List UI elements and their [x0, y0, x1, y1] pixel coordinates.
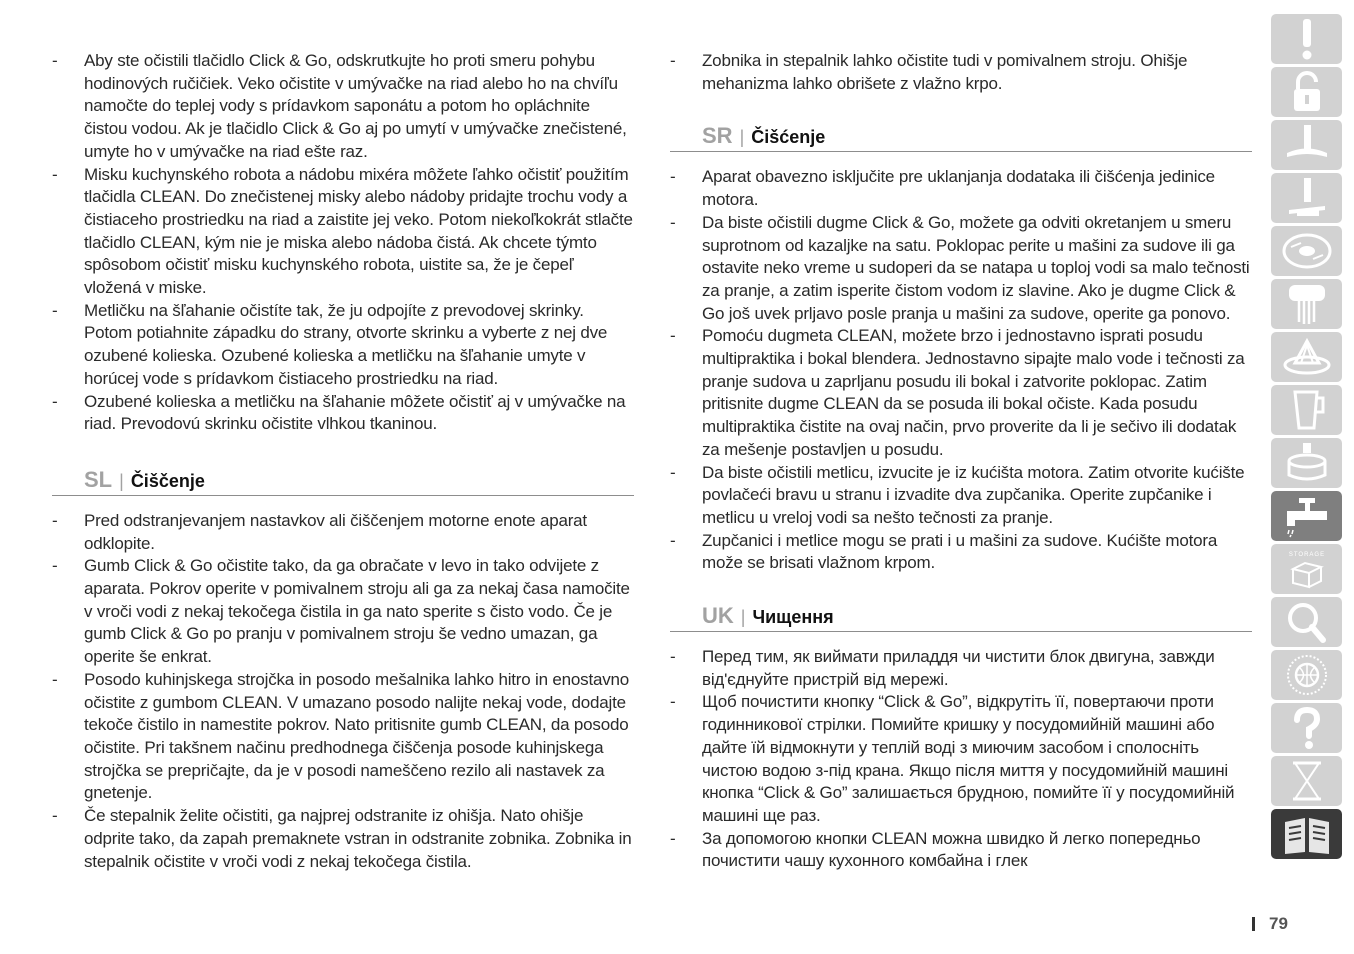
tab-safety[interactable] — [1271, 67, 1342, 117]
tap-icon — [1281, 494, 1333, 538]
tab-whisk[interactable] — [1271, 279, 1342, 329]
language-code: SR — [702, 123, 733, 149]
list-item: - Gumb Click & Go očistite tako, da ga obračate v levo in tako odvijete z aparata. Pokrov operite v pomivalnem stroju ali ga za nekaj časa namočite v vroči vodi z nekaj tekočega čistila in ga nato sperite s čisto vodo. Če je gumb Click & Go po pranju v pomivalnem stroju še vedno umazan, ga operite še enkrat. — [52, 555, 634, 669]
tab-important[interactable] — [1271, 14, 1342, 64]
left-column — [52, 50, 634, 873]
list-item: - Aparat obavezno isključite pre uklanjanja dodataka ili čišćenja jedinice motora. — [670, 166, 1252, 211]
hourglass-icon — [1281, 759, 1333, 803]
svg-text:STORAGE: STORAGE — [1288, 552, 1325, 558]
list-item: - Pred odstranjevanjem nastavkov ali čiščenjem motorne enote aparat odklopite. — [52, 510, 634, 555]
page-number-marker — [1252, 917, 1255, 931]
exclamation-icon — [1281, 17, 1333, 61]
list-item: - За допомогою кнопки CLEAN можна швидко й легко попередньо почистити чашу кухонного комбайна і глек — [670, 828, 1252, 873]
storage-icon — [1281, 547, 1333, 591]
tab-troubleshooting-search[interactable] — [1271, 597, 1342, 647]
list-item: - Zobnika in stepalnik lahko očistite tudi v pomivalnem stroju. Ohišje mehanizma lahko obrišete z vlažno krpo. — [670, 50, 1252, 95]
section-title: Чищення — [752, 607, 834, 628]
language-code: SL — [84, 466, 113, 492]
tab-blender[interactable] — [1271, 385, 1342, 435]
disc-icon — [1281, 229, 1333, 273]
uk-cleaning-list — [670, 646, 1252, 873]
list-item: - Če stepalnik želite očistiti, ga najprej odstranite iz ohišja. Nato ohišje odprite tako, da zapah premaknete vstran in odstranite zobnika. Zobnika in stepalnik očistite v vroči vodi z nekaj tekočega čistila. — [52, 805, 634, 873]
list-item: - Zupčanici i metlice mogu se prati i u mašini za sudove. Kućište motora može se brisati vlažnom krpom. — [670, 530, 1252, 575]
section-heading-sl — [52, 463, 634, 496]
sr-cleaning-list — [670, 166, 1252, 575]
list-item: - Metličku na šľahanie očistíte tak, že ju odpojíte z prevodovej skrinky. Potom potiahnite západku do strany, otvorte skrinku a vyberte z nej dve ozubené kolieska. Ozubené kolieska a metličku na šľahanie umyte v horúcej vode s prídavkom čistiaceho prostriedku na riad. — [52, 300, 634, 391]
food-processor-icon — [1281, 441, 1333, 485]
section-title: Čiščenje — [130, 470, 205, 491]
tab-cleaning[interactable] — [1271, 491, 1342, 541]
tab-guarantee[interactable] — [1271, 650, 1342, 700]
tab-food-processor[interactable] — [1271, 438, 1342, 488]
blade-icon — [1281, 123, 1333, 167]
list-item: - Posodo kuhinjskega strojčka in posodo mešalnika lahko hitro in enostavno očistite z gumbom CLEAN. V umazano posodo nalijte nekaj vode, dodajte tekoče čistilo in namestite pokrov. Nato pritisnite gumb CLEAN, da posodo očistite. Pri takšnem načinu predhodnega čiščenja posode kuhinjskega strojčka se prepričajte, da je v posodi nameščeno rezilo ali nastavek za gnetenje. — [52, 669, 634, 805]
tab-storage[interactable] — [1271, 544, 1342, 594]
section-heading-uk — [670, 599, 1252, 632]
tab-blade[interactable] — [1271, 120, 1342, 170]
page-number-text: 79 — [1269, 914, 1288, 933]
magnifier-icon — [1281, 600, 1333, 644]
tab-environment[interactable] — [1271, 756, 1342, 806]
heading-separator: | — [119, 470, 124, 491]
padlock-icon — [1281, 70, 1333, 114]
globe-icon — [1281, 653, 1333, 697]
sl-cleaning-list — [52, 510, 634, 873]
right-column — [670, 50, 1252, 873]
list-item: - Da biste očistili dugme Click & Go, možete ga odviti okretanjem u smeru suprotnom od kazaljke na satu. Poklopac perite u mašini za sudove ili ga ostavite neko vreme u sudoperi da se natapa u toploj vodi sa malo tečnosti za pranje, a zatim isperite čistom vodom iz slavine. Ako je dugme Click & Go još uvek prljavo posle pranja u mašini za sudove, operite ga ponovo. — [670, 212, 1252, 326]
tab-kneading[interactable] — [1271, 173, 1342, 223]
tab-manual[interactable] — [1271, 809, 1342, 859]
sk-cleaning-list — [52, 50, 634, 436]
chapter-tabs — [1271, 14, 1342, 862]
list-item: - Pomoću dugmeta CLEAN, možete brzo i jednostavno isprati posudu multipraktika i bokal blendera. Jednostavno sipajte malo vode i tečnosti za pranje sudova u zaprljanu posudu ili bokal i zatvorite poklopac. Zatim pritisnite dugme CLEAN da se posuda ili bokal očiste. Kada posudu multipraktika čistite na ovaj način, prvo proverite da li je sečivo ili dodatak za mešenje postavljen u posudu. — [670, 325, 1252, 461]
book-icon — [1281, 812, 1333, 856]
list-item: - Aby ste očistili tlačidlo Click & Go, odskrutkujte ho proti smeru pohybu hodinových ručičiek. Veko očistite v umývačke na riad alebo ho na chvíľu namočte do teplej vody s prídavkom saponátu a potom ho opláchnite čistou vodou. Ak je tlačidlo Click & Go aj po umytí v umývačke znečistené, umyte ho v umývačke na riad ešte raz. — [52, 50, 634, 164]
citrus-press-icon — [1281, 335, 1333, 379]
question-icon — [1281, 706, 1333, 750]
blender-jug-icon — [1281, 388, 1333, 432]
sl-cleaning-list-continued — [670, 50, 1252, 95]
list-item: - Ozubené kolieska a metličku na šľahanie môžete očistiť aj v umývačke na riad. Prevodovú skrinku očistite vlhkou tkaninou. — [52, 391, 634, 436]
section-title: Čišćenje — [751, 127, 826, 148]
heading-separator: | — [740, 607, 746, 628]
tab-citrus-press[interactable] — [1271, 332, 1342, 382]
page-number — [1252, 914, 1288, 934]
list-item: - Misku kuchynského robota a nádobu mixéra môžete ľahko očistiť použitím tlačidla CLEAN. Do znečistenej misky alebo nádoby pridajte trochu vody a čistiaceho prostriedku na riad a zaistite jej veko. Potom niekoľkokrát stlačte tlačidlo CLEAN, kým nie je miska alebo nádoba čistá. Ak chcete týmto spôsobom očistiť misku kuchynského robota, uistite sa, že je čepeľ vložená v miske. — [52, 164, 634, 300]
tab-discs[interactable] — [1271, 226, 1342, 276]
tab-faq[interactable] — [1271, 703, 1342, 753]
list-item: - Da biste očistili metlicu, izvucite je iz kućišta motora. Zatim otvorite kućište povlačeći bravu u stranu i izvadite dva zupčanika. Operite zupčanike i metlicu u vreloj vodi sa nešto tečnosti za pranje. — [670, 462, 1252, 530]
language-code: UK — [702, 603, 734, 629]
dough-hook-icon — [1281, 176, 1333, 220]
heading-separator: | — [739, 127, 745, 148]
section-heading-sr — [670, 119, 1252, 152]
list-item: - Щоб почистити кнопку “Click & Go”, відкрутіть її, повертаючи проти годинникової стрілки. Помийте кришку у посудомийній машині або дайте їй відмокнути у теплій воді з миючим засобом і сполосніть чистою водою з-під крана. Якщо після миття у посудомийній машині кнопка “Click & Go” залишається брудною, помийте її у посудомийній машині ще раз. — [670, 691, 1252, 827]
list-item: - Перед тим, як виймати приладдя чи чистити блок двигуна, завжди від'єднуйте пристрій від мережі. — [670, 646, 1252, 691]
whisk-icon — [1281, 282, 1333, 326]
